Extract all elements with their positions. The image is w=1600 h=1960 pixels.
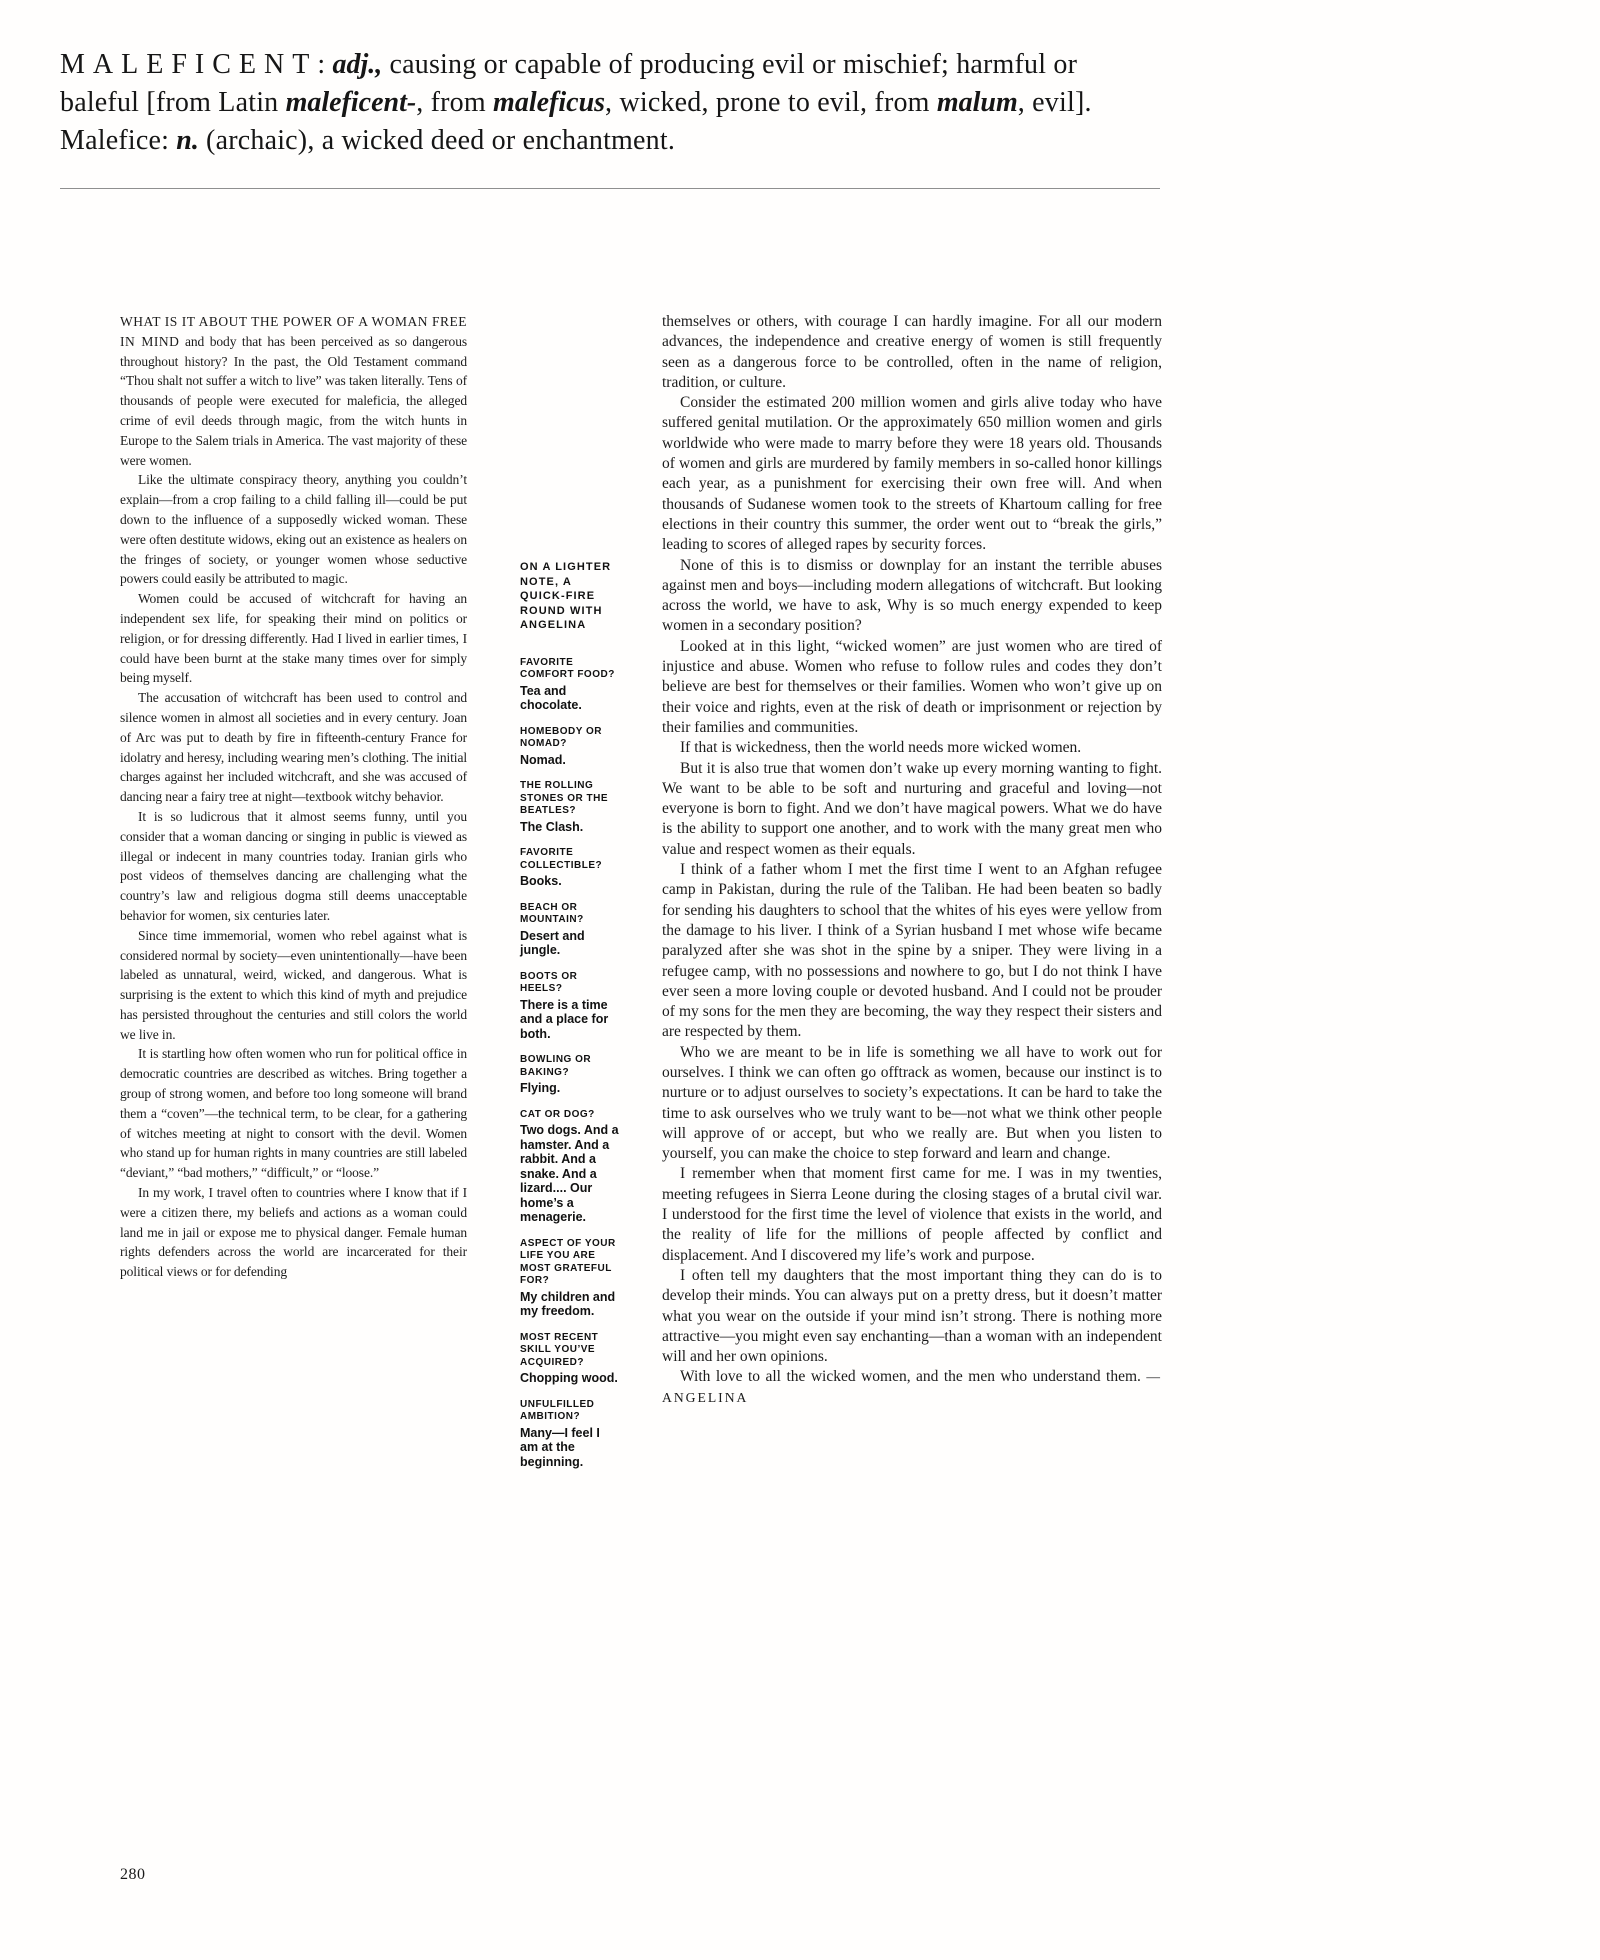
quickfire-answer: Desert and jungle.: [520, 928, 585, 957]
quickfire-item: [520, 1054, 620, 1096]
quickfire-question: THE ROLLING STONES OR THE BEATLES?: [520, 780, 608, 816]
quickfire-answer: My children and my freedom.: [520, 1289, 616, 1318]
paragraph: It is so ludicrous that it almost seems funny, until you consider that a woman dancing or singing in public is viewed as illegal or indecent in many countries today. Iranian girls who post videos of themselves dancing are challenging what the country’s law and religious dogma still deems unacceptable behavior for women, six centuries later.: [120, 808, 467, 923]
definition-segment: maleficus: [493, 87, 606, 118]
paragraph: Like the ultimate conspiracy theory, anything you couldn’t explain—from a crop failing to a child falling ill—could be put down to the influence of a supposedly wicked woman. These were often destitute widows, eking out an existence as healers on the fringes of society, or younger women whose seductive powers could easily be attributed to magic.: [120, 472, 467, 587]
definition-segment: , from: [416, 87, 494, 118]
quickfire-answer: Nomad.: [520, 752, 566, 767]
definition-segment: malum: [936, 87, 1018, 118]
sidebar-items: [520, 657, 620, 1470]
quickfire-item: [520, 780, 620, 834]
lead-in-caps: WHAT IS IT ABOUT THE POWER OF A WOMAN FREE IN MIND: [120, 314, 467, 349]
paragraph: Women could be accused of witchcraft for having an independent sex life, for speaking their mind on politics or religion, or for dressing differently. Had I lived in earlier times, I could have been burnt at the stake many times over for simply being myself.: [120, 591, 467, 686]
definition-segment: MALEFICENT: [60, 49, 318, 80]
quickfire-question: BOOTS OR HEELS?: [520, 970, 578, 994]
definition-segment: maleficent-: [285, 87, 417, 118]
quickfire-question: CAT OR DOG?: [520, 1108, 595, 1120]
divider-rule: [60, 188, 1160, 189]
quickfire-answer: Many—I feel I am at the beginning.: [520, 1425, 600, 1469]
paragraph: Consider the estimated 200 million women and girls alive today who have suffered genital mutilation. Or the approximately 650 million women and girls worldwide who were made to marry before they were 18 years old. Thousands of women and girls are murdered by family members in so-called honor killings each year, as a punishment for exercising their own free will. And when thousands of Sudanese women took to the streets of Khartoum calling for free elections in their country this summer, the order went out to “break the girls,” leading to scores of alleged rapes by security forces.: [662, 394, 1162, 554]
quickfire-sidebar: [520, 560, 620, 1482]
definition-text: [60, 49, 1092, 156]
quickfire-item: [520, 902, 620, 958]
paragraph: WHAT IS IT ABOUT THE POWER OF A WOMAN FREE IN MIND and body that has been perceived as so dangerous throughout history? In the past, the Old Testament command “Thou shalt not suffer a witch to live” was taken literally. Tens of thousands of people were executed for maleficia, the alleged crime of evil deeds through magic, from the witch hunts in Europe to the Salem trials in America. The vast majority of these were women.: [120, 314, 467, 468]
paragraph: Since time immemorial, women who rebel against what is considered normal by society—even unintentionally—have been labeled as unnatural, weird, wicked, and dangerous. What is surprising is the extent to which this kind of myth and prejudice has persisted throughout the centuries and still colors the world we live in.: [120, 927, 467, 1042]
definition-segment: :: [317, 49, 333, 80]
definition-header: [60, 46, 1135, 160]
quickfire-question: FAVORITE COLLECTIBLE?: [520, 847, 603, 871]
quickfire-question: FAVORITE COMFORT FOOD?: [520, 656, 615, 680]
right-column: [662, 312, 1162, 1408]
quickfire-item: [520, 657, 620, 713]
definition-segment: , evil]. Malefice:: [60, 87, 1092, 156]
paragraph: With love to all the wicked women, and the men who understand them. —ANGELINA: [662, 1368, 1162, 1405]
paragraph: Looked at in this light, “wicked women” are just women who are tired of injustice and abuse. Women who refuse to follow rules and codes they don’t believe are best for themselves or their families. Women who won’t give up on their voice and rights, even at the risk of death or imprisonment or rejection by their families and communities.: [662, 637, 1162, 736]
paragraph: The accusation of witchcraft has been used to control and silence women in almost all societies and in every century. Joan of Arc was put to death by fire in fifteenth-century France for idolatry and heresy, including wearing men’s clothing. The initial charges against her included witchcraft, and she was accused of dancing near a fairy tree at night—textbook witchy behavior.: [120, 690, 467, 805]
definition-segment: (archaic), a wicked deed or enchantment.: [198, 125, 676, 156]
paragraph: Who we are meant to be in life is something we all have to work out for ourselves. I think we can often go offtrack as women, because our instinct is to nurture or to adjust ourselves to society’s expectations. It can be hard to take the time to ask ourselves who we truly want to be—not what we think other people will approve of or accept, but who we really are. But when you listen to yourself, you can make the choice to step forward and learn and change.: [662, 1043, 1162, 1163]
quickfire-question: BEACH OR MOUNTAIN?: [520, 901, 584, 925]
quickfire-item: [520, 1399, 620, 1470]
definition-segment: , wicked, prone to evil, from: [605, 87, 937, 118]
page-number: 280: [120, 1866, 146, 1883]
paragraph: themselves or others, with courage I can hardly imagine. For all our modern advances, the independence and creative energy of women is still frequently seen as a dangerous force to be controlled, often in the name of religion, tradition, or culture.: [662, 313, 1162, 391]
quickfire-item: [520, 726, 620, 768]
paragraph: If that is wickedness, then the world needs more wicked women.: [680, 739, 1082, 757]
quickfire-answer: Books.: [520, 874, 562, 888]
quickfire-answer: There is a time and a place for both.: [520, 997, 609, 1041]
quickfire-question: UNFULFILLED AMBITION?: [520, 1398, 595, 1422]
quickfire-answer: Chopping wood.: [520, 1371, 618, 1385]
quickfire-item: [520, 847, 620, 889]
quickfire-question: HOMEBODY OR NOMAD?: [520, 725, 602, 749]
definition-segment: causing or capable of producing evil or mischief; harmful or baleful [from Latin: [60, 49, 1078, 118]
quickfire-item: [520, 1332, 620, 1386]
paragraph: None of this is to dismiss or downplay for an instant the terrible abuses against men and boys—including modern allegations of witchcraft. But looking across the world, we have to ask, Why is so much energy expended to keep women in a secondary position?: [662, 556, 1162, 635]
quickfire-item: [520, 971, 620, 1042]
quickfire-item: [520, 1238, 620, 1319]
quickfire-item: [520, 1109, 620, 1225]
quickfire-answer: The Clash.: [520, 819, 584, 834]
quickfire-answer: Flying.: [520, 1081, 561, 1095]
author-signature: —ANGELINA: [662, 1369, 1162, 1405]
paragraph: I often tell my daughters that the most important thing they can do is to develop their minds. You can always put on a pretty dress, but it doesn’t matter what you wear on the outside if your mind isn’t strong. There is nothing more attractive—you might even say enchanting—than a woman with an independent will and her own opinions.: [662, 1266, 1162, 1366]
paragraph: But it is also true that women don’t wake up every morning wanting to fight. We want to be able to be soft and nurturing and graceful and loving—not everyone is born to fight. And we don’t have magical powers. What we do have is the ability to support one another, and to work with the many great men who value and respect women as their equals.: [662, 759, 1162, 858]
left-column: [120, 312, 467, 1282]
quickfire-question: BOWLING OR BAKING?: [520, 1054, 592, 1078]
paragraph: In my work, I travel often to countries where I know that if I were a citizen there, my beliefs and actions as a woman could land me in jail or expose me to physical danger. Female human rights defenders across the world are incarcerated for their political views or for defending: [120, 1185, 467, 1280]
quickfire-question: ASPECT OF YOUR LIFE YOU ARE MOST GRATEFUL FOR?: [520, 1237, 616, 1286]
paragraph: I remember when that moment first came for me. I was in my twenties, meeting refugees in Sierra Leone during the closing stages of a brutal civil war. I understood for the first time the level of violence that exists in the world, and the reality of life for the millions of people affected by conflict and displacement. And I discovered my life’s work and purpose.: [662, 1165, 1162, 1264]
paragraph: It is startling how often women who run for political office in democratic countries are described as witches. Bring together a group of strong women, and before too long someone will brand them a “coven”—the technical term, to be clear, for a gathering of witches meeting at night to consort with the devil. Women who stand up for human rights in many countries are still labeled “deviant,” “bad mothers,” “difficult,” or “loose.”: [120, 1046, 467, 1181]
definition-segment: n.: [176, 125, 199, 156]
quickfire-answer: Two dogs. And a hamster. And a rabbit. And a snake. And a lizard.... Our home’s a menagerie.: [520, 1123, 619, 1224]
sidebar-title: ON A LIGHTER NOTE, A QUICK-FIRE ROUND WITH ANGELINA: [520, 561, 612, 631]
quickfire-question: MOST RECENT SKILL YOU’VE ACQUIRED?: [520, 1331, 599, 1368]
paragraph: I think of a father whom I met the first time I went to an Afghan refugee camp in Pakistan, during the rule of the Taliban. He had been beaten so badly for sending his daughters to school that the whites of his eyes were yellow from the damage to his liver. I think of a Syrian husband I met whose wife became paralyzed after she was shot in the spine by a sniper. They were living in a refugee camp, with no possessions and nowhere to go, but I do not think I have ever seen a more loving couple or devoted husband. And I could not be prouder of my sons for the men they are becoming, the way they respect their sisters and are respected by them.: [662, 861, 1162, 1041]
definition-segment: adj.,: [332, 49, 383, 80]
quickfire-answer: Tea and chocolate.: [520, 683, 582, 712]
